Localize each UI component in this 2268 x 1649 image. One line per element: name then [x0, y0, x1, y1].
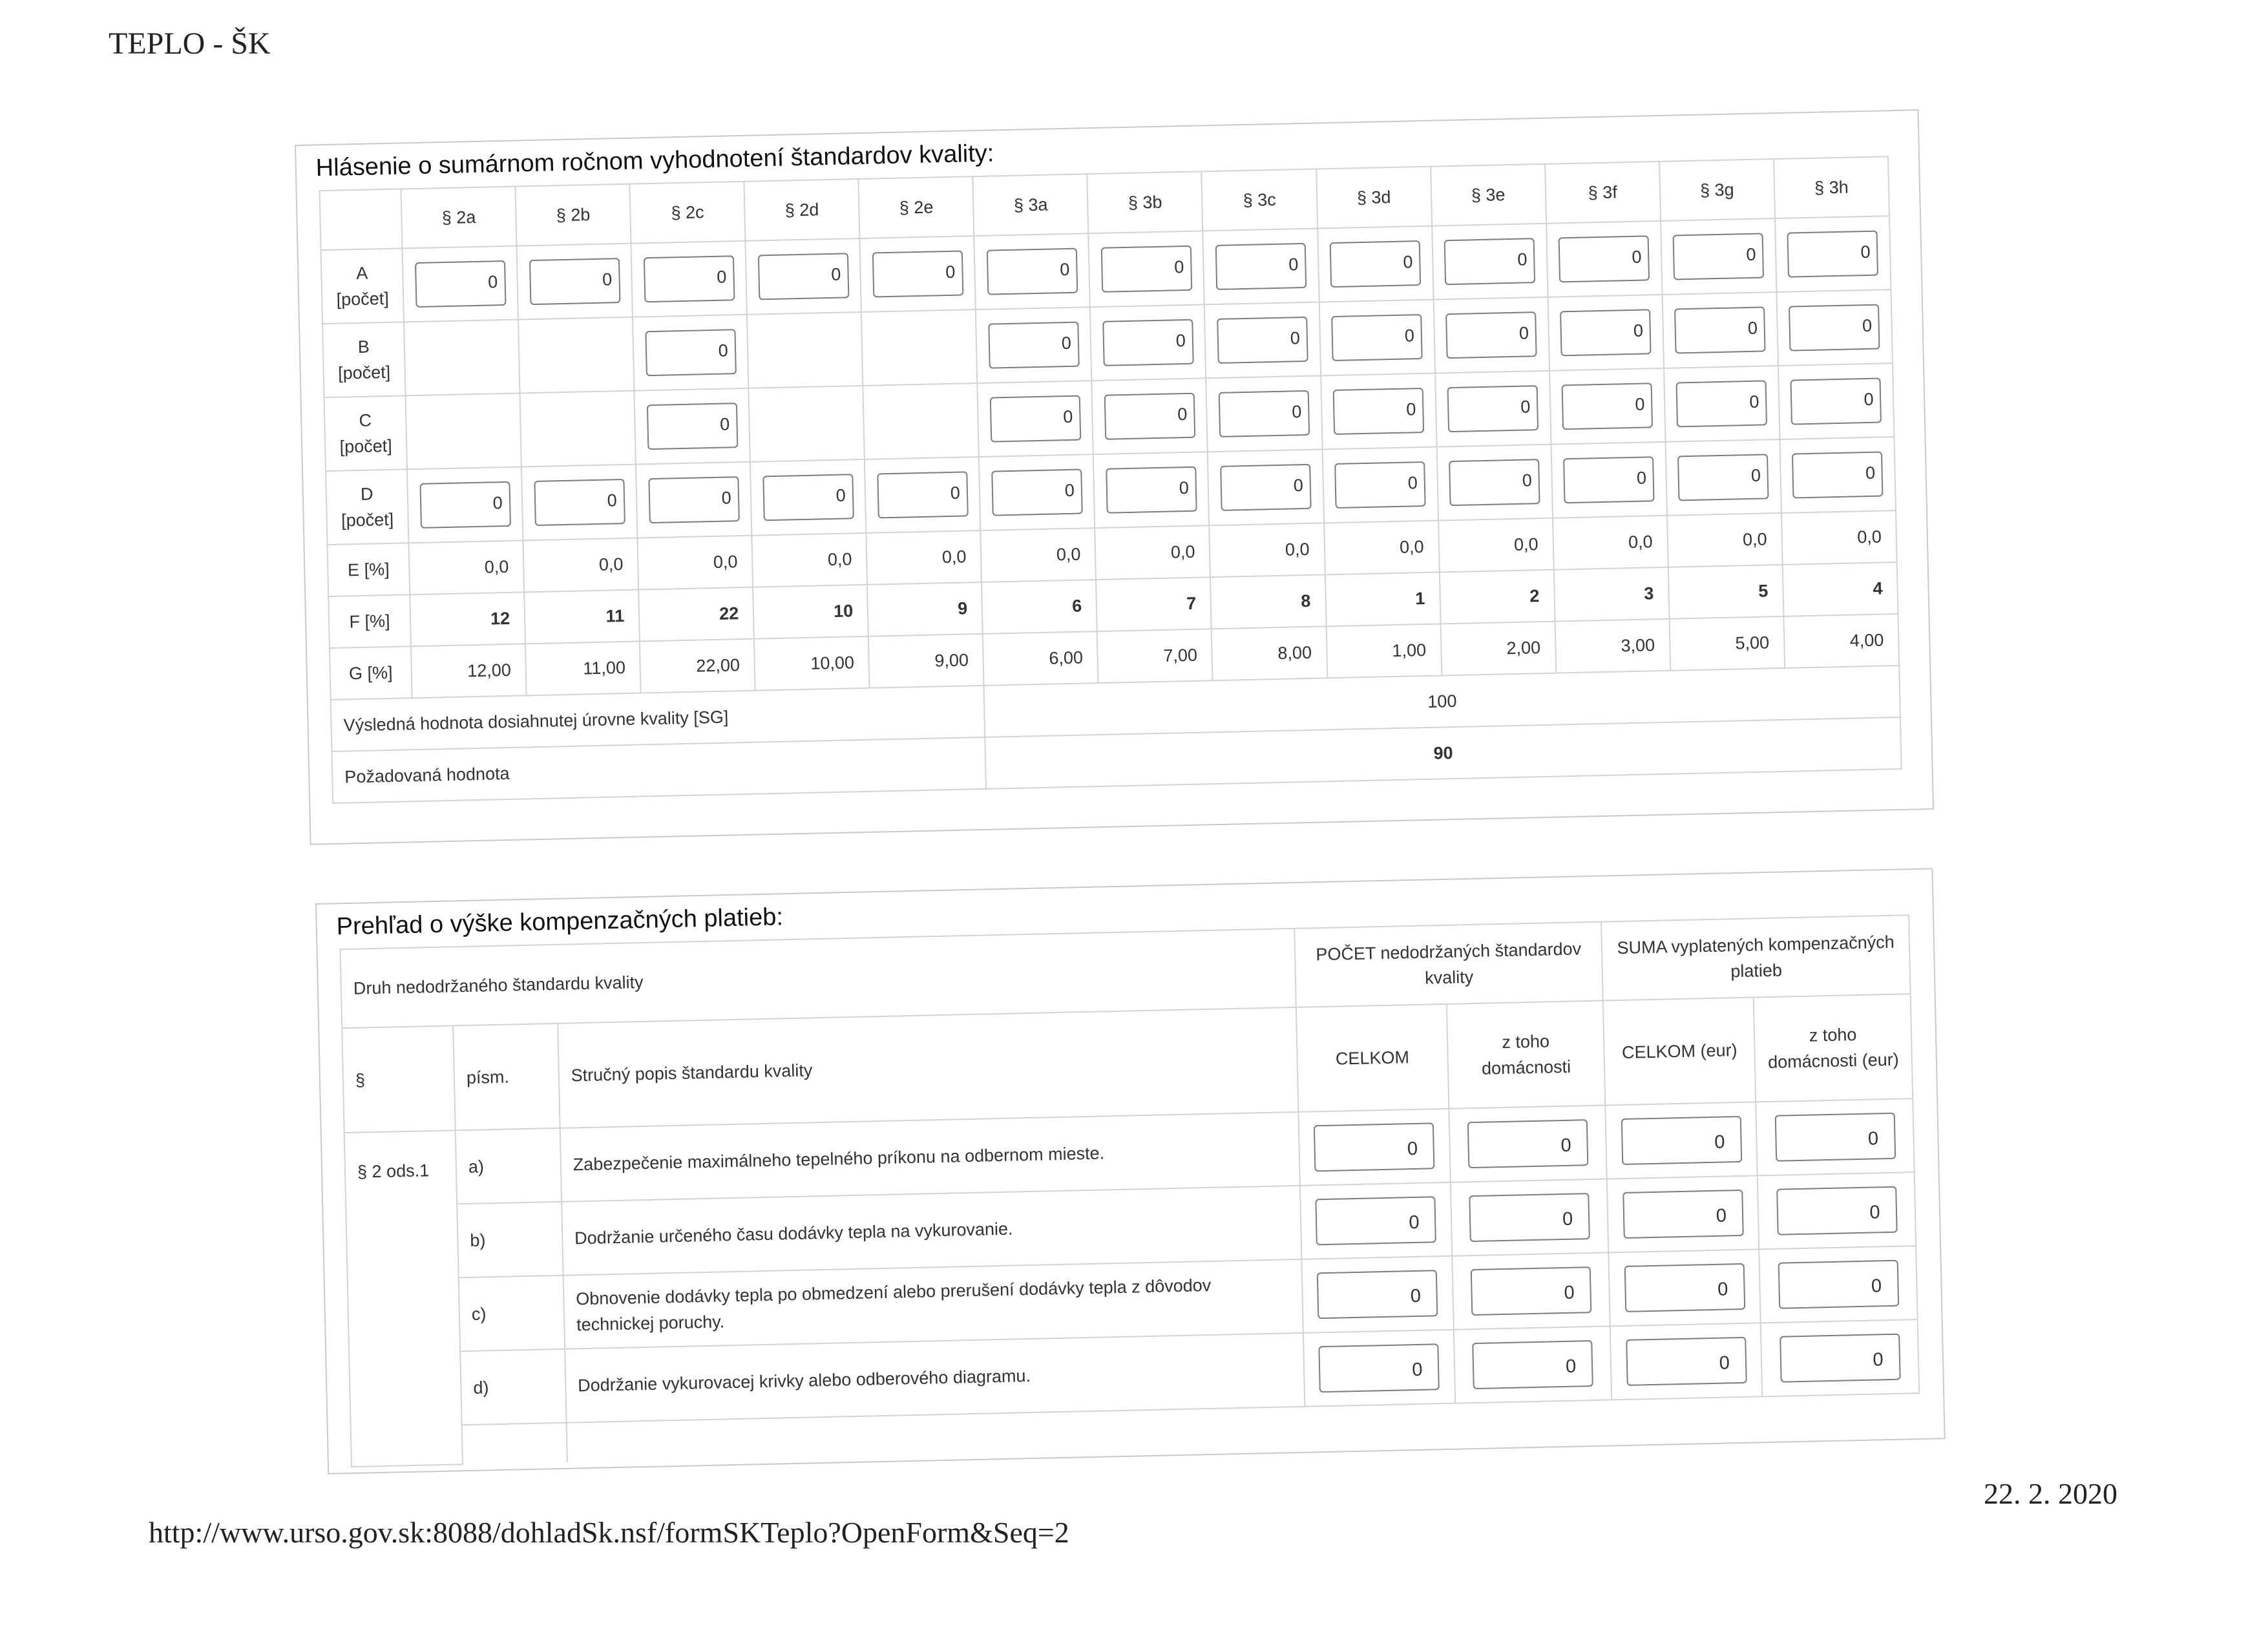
table-cell — [1322, 447, 1438, 523]
count-input[interactable]: 0 — [1562, 383, 1653, 430]
column-header: § 3g — [1659, 159, 1775, 221]
row-label-unit: [počet] — [337, 362, 391, 383]
required-value: 90 — [985, 717, 1902, 789]
count-input[interactable]: 0 — [1560, 309, 1651, 356]
compensation-table — [340, 914, 1921, 1467]
value-cell: 0,0 — [1553, 516, 1668, 570]
table-cell — [1778, 363, 1895, 439]
value-cell: 2,00 — [1440, 622, 1556, 676]
value-cell — [1301, 1256, 1453, 1333]
sum-households-header: z toho domácnosti (eur) — [1754, 994, 1913, 1102]
amount-input[interactable]: 0 — [1314, 1122, 1435, 1171]
count-input[interactable]: 0 — [1330, 240, 1421, 288]
count-input[interactable]: 0 — [1676, 380, 1767, 427]
value-cell: 3,00 — [1555, 619, 1670, 673]
amount-input[interactable]: 0 — [1317, 1270, 1438, 1319]
column-header: § 3e — [1431, 164, 1546, 226]
value-cell: 10,00 — [754, 636, 870, 691]
table-cell — [520, 391, 636, 467]
value-cell: 0,0 — [752, 533, 868, 587]
row-label-letter: A — [356, 263, 368, 283]
column-header: § 2d — [744, 179, 860, 241]
print-date: 22. 2. 2020 — [1984, 1477, 2117, 1510]
table-cell — [863, 383, 980, 459]
letter-cell: c) — [459, 1276, 565, 1352]
amount-input[interactable]: 0 — [1472, 1340, 1593, 1389]
value-cell — [1449, 1106, 1607, 1182]
value-cell: 0,0 — [866, 530, 982, 585]
table-cell — [1090, 304, 1206, 381]
table-cell — [1551, 442, 1667, 518]
table-cell — [1661, 218, 1777, 295]
count-total-header: CELKOM — [1296, 1004, 1449, 1112]
type-header: Druh nedodržaného štandardu kvality — [341, 929, 1296, 1028]
count-input[interactable]: 0 — [1106, 467, 1197, 514]
value-cell — [1607, 1175, 1759, 1252]
value-cell — [1298, 1109, 1450, 1186]
value-cell: 12,00 — [411, 644, 527, 698]
value-cell — [1761, 1319, 1919, 1396]
count-input[interactable]: 0 — [1677, 454, 1769, 501]
count-input[interactable]: 0 — [1673, 233, 1764, 280]
table-cell — [1776, 289, 1893, 366]
value-cell: 1,00 — [1326, 624, 1442, 678]
table-cell — [521, 465, 638, 541]
count-input[interactable]: 0 — [1447, 385, 1538, 432]
value-cell: 4,00 — [1783, 614, 1899, 668]
source-url: http://www.urso.gov.sk:8088/dohladSk.nsf/formSKTeplo?OpenForm&Seq=2 — [149, 1516, 1069, 1549]
value-cell: 8 — [1210, 574, 1326, 629]
table-cell — [865, 457, 981, 533]
table-cell — [1432, 224, 1548, 300]
count-input[interactable]: 0 — [1787, 231, 1878, 278]
required-label: Požadovaná hodnota — [331, 737, 986, 803]
count-input[interactable]: 0 — [988, 322, 1079, 369]
table-cell — [749, 386, 865, 462]
report-panel — [295, 109, 1934, 845]
count-input[interactable]: 0 — [990, 395, 1081, 443]
count-input[interactable]: 0 — [1220, 464, 1311, 511]
sum-group-header: SUMA vyplatených kompenzačných platieb — [1602, 915, 1911, 1000]
value-cell: 8,00 — [1212, 626, 1327, 680]
value-cell: 7 — [1096, 577, 1212, 631]
amount-input[interactable]: 0 — [1776, 1186, 1898, 1235]
compensation-panel — [315, 868, 1946, 1474]
column-header: § 2a — [401, 187, 517, 249]
row-label: F [%] — [328, 594, 411, 648]
count-input[interactable]: 0 — [645, 329, 736, 376]
description-cell: Dodržanie vykurovacej krivky alebo odberového diagramu. — [565, 1333, 1305, 1423]
value-cell: 22,00 — [640, 639, 755, 693]
count-input[interactable]: 0 — [987, 248, 1078, 295]
row-label: E [%] — [328, 543, 410, 596]
table-cell — [861, 310, 978, 386]
table-cell — [978, 381, 1094, 457]
count-input[interactable]: 0 — [1215, 243, 1307, 290]
empty-cell — [462, 1423, 567, 1465]
count-input[interactable]: 0 — [872, 250, 963, 297]
table-cell — [1203, 229, 1319, 305]
count-input[interactable]: 0 — [1333, 388, 1424, 435]
column-header: § 2c — [630, 182, 746, 244]
count-input[interactable]: 0 — [1789, 304, 1880, 352]
count-input[interactable]: 0 — [1445, 311, 1537, 359]
table-cell — [1204, 302, 1321, 378]
table-cell — [1089, 231, 1205, 307]
value-cell: 10 — [753, 585, 868, 639]
table-cell — [1318, 226, 1434, 302]
count-input[interactable]: 0 — [647, 403, 738, 450]
value-cell: 5,00 — [1669, 616, 1785, 671]
value-cell: 0,0 — [1324, 521, 1440, 575]
table-cell — [517, 244, 633, 320]
amount-input[interactable]: 0 — [1319, 1343, 1440, 1392]
count-input[interactable]: 0 — [762, 474, 854, 521]
table-cell — [860, 236, 976, 312]
value-cell: 9 — [867, 582, 983, 636]
value-cell: 11,00 — [525, 642, 641, 696]
value-cell — [1759, 1246, 1917, 1323]
table-cell — [1780, 437, 1896, 513]
table-cell — [1664, 366, 1780, 442]
value-cell: 11 — [524, 590, 640, 644]
value-cell: 0,0 — [981, 528, 1097, 582]
count-input[interactable]: 0 — [1790, 378, 1882, 425]
table-cell — [1436, 445, 1553, 521]
amount-input[interactable]: 0 — [1778, 1260, 1899, 1309]
description-cell: Dodržanie určeného času dodávky tepla na vykurovanie. — [562, 1186, 1301, 1276]
table-cell — [1092, 378, 1208, 454]
value-cell — [1609, 1249, 1761, 1326]
table-cell — [1665, 439, 1781, 516]
column-header: § 3a — [973, 174, 1089, 236]
count-input[interactable]: 0 — [1217, 317, 1308, 364]
table-cell — [1435, 371, 1551, 447]
table-cell — [636, 462, 752, 538]
column-header: § 2e — [859, 176, 974, 238]
count-input[interactable]: 0 — [877, 471, 968, 518]
column-header: § 3h — [1774, 156, 1889, 218]
value-cell: 6,00 — [983, 631, 1098, 686]
result-label: Výsledná hodnota dosiahnutej úrovne kvality [SG] — [331, 686, 985, 751]
value-cell — [1758, 1172, 1916, 1249]
column-header: § 3f — [1545, 162, 1661, 224]
count-input[interactable]: 0 — [1102, 319, 1193, 366]
row-label — [324, 395, 407, 471]
value-cell: 1 — [1325, 572, 1440, 627]
result-value: 100 — [984, 666, 1900, 737]
value-cell: 4 — [1782, 562, 1898, 616]
page-header: TEPLO - ŠK — [109, 26, 271, 61]
column-header: § 3d — [1316, 167, 1432, 229]
count-input[interactable]: 0 — [1444, 238, 1535, 285]
column-header: § 3c — [1202, 169, 1318, 231]
row-label: G [%] — [330, 646, 412, 700]
count-input[interactable]: 0 — [415, 260, 506, 308]
value-cell: 0,0 — [1781, 510, 1897, 565]
table-cell — [404, 320, 520, 396]
value-cell: 12 — [410, 592, 525, 646]
letter-cell: b) — [457, 1202, 563, 1278]
table-cell — [1548, 295, 1664, 371]
amount-input[interactable]: 0 — [1471, 1266, 1592, 1316]
value-cell: 0,0 — [408, 540, 524, 594]
table-cell — [1093, 452, 1210, 528]
value-cell — [1303, 1330, 1455, 1407]
row-label — [321, 248, 404, 324]
value-cell — [1453, 1326, 1612, 1403]
amount-input[interactable]: 0 — [1467, 1119, 1589, 1168]
count-input[interactable]: 0 — [991, 469, 1082, 516]
table-cell — [1662, 292, 1778, 368]
table-cell — [1208, 449, 1324, 525]
table-cell — [1321, 373, 1437, 450]
count-input[interactable]: 0 — [1792, 452, 1883, 499]
amount-input[interactable]: 0 — [1626, 1337, 1747, 1386]
standards-table — [319, 156, 1902, 804]
value-cell — [1451, 1179, 1609, 1255]
amount-input[interactable]: 0 — [1622, 1190, 1744, 1239]
report-title: Hlásenie o sumárnom ročnom vyhodnotení štandardov kvality: — [315, 140, 994, 182]
value-cell: 0,0 — [1210, 523, 1325, 577]
amount-input[interactable]: 0 — [1316, 1196, 1437, 1245]
letter-header: písm. — [453, 1024, 560, 1130]
amount-input[interactable]: 0 — [1774, 1113, 1896, 1162]
count-households-header: z toho domácnosti — [1446, 1001, 1605, 1109]
row-label-letter: D — [360, 484, 373, 504]
table-cell — [403, 246, 519, 322]
row-label-unit: [počet] — [341, 509, 394, 530]
table-cell — [1319, 300, 1435, 376]
letter-cell: d) — [460, 1349, 566, 1425]
row-label-letter: C — [359, 410, 372, 430]
row-label — [326, 469, 408, 545]
table-cell — [1549, 368, 1666, 445]
table-cell — [635, 388, 751, 465]
section-cell: § 2 ods.1 — [344, 1130, 463, 1467]
table-cell — [1775, 216, 1891, 292]
count-input[interactable]: 0 — [534, 479, 625, 526]
value-cell: 0,0 — [1095, 525, 1211, 580]
value-cell — [1300, 1182, 1452, 1259]
table-cell — [746, 238, 862, 315]
table-cell — [979, 454, 1095, 530]
value-cell — [1756, 1098, 1914, 1175]
value-cell — [1610, 1323, 1762, 1400]
count-group-header: POČET nedodržaných štandardov kvality — [1294, 922, 1603, 1007]
column-header: § 2b — [516, 184, 631, 246]
value-cell: 2 — [1439, 570, 1555, 624]
count-input[interactable]: 0 — [1101, 246, 1192, 293]
amount-input[interactable]: 0 — [1624, 1263, 1746, 1312]
value-cell — [1452, 1252, 1610, 1329]
count-input[interactable]: 0 — [758, 253, 849, 300]
corner-cell — [320, 189, 403, 250]
count-input[interactable]: 0 — [1563, 456, 1654, 503]
amount-input[interactable]: 0 — [1469, 1193, 1590, 1242]
table-cell — [747, 312, 863, 388]
letter-cell: a) — [456, 1128, 562, 1204]
table-cell — [407, 467, 523, 543]
value-cell: 0,0 — [638, 536, 753, 590]
description-cell: Zabezpečenie maximálneho tepelného príkonu na odbernom mieste. — [560, 1112, 1300, 1202]
description-header: Stručný popis štandardu kvality — [558, 1007, 1298, 1128]
count-input[interactable]: 0 — [1334, 461, 1425, 509]
value-cell: 6 — [982, 580, 1097, 634]
value-cell: 22 — [638, 587, 754, 642]
value-cell: 0,0 — [1667, 513, 1783, 567]
count-input[interactable]: 0 — [529, 258, 620, 305]
table-cell — [518, 317, 635, 394]
value-cell: 0,0 — [523, 538, 639, 593]
count-input[interactable]: 0 — [644, 255, 735, 302]
row-label-unit: [počet] — [339, 436, 393, 457]
table-cell — [750, 459, 866, 536]
count-input[interactable]: 0 — [419, 481, 510, 529]
sum-total-header: CELKOM (eur) — [1603, 997, 1756, 1105]
count-input[interactable]: 0 — [1674, 306, 1765, 353]
count-input[interactable]: 0 — [648, 476, 739, 523]
amount-input[interactable]: 0 — [1621, 1116, 1743, 1165]
value-cell — [1606, 1102, 1758, 1179]
value-cell: 5 — [1668, 565, 1783, 619]
row-label-unit: [počet] — [336, 288, 390, 310]
table-cell — [406, 393, 522, 469]
row-label-letter: B — [357, 337, 370, 357]
table-cell — [1546, 221, 1663, 297]
table-cell — [633, 315, 749, 391]
table-cell — [1433, 297, 1549, 373]
count-input[interactable]: 0 — [1559, 235, 1650, 282]
count-input[interactable]: 0 — [1449, 459, 1540, 506]
count-input[interactable]: 0 — [1219, 390, 1310, 437]
amount-input[interactable]: 0 — [1780, 1334, 1901, 1383]
value-cell: 3 — [1553, 567, 1669, 622]
description-cell: Obnovenie dodávky tepla po obmedzení alebo prerušení dodávky tepla z dôvodov technickej poruchy. — [563, 1259, 1303, 1349]
table-cell — [976, 307, 1092, 383]
value-cell: 7,00 — [1097, 629, 1213, 683]
compensation-title: Prehľad o výške kompenzačných platieb: — [336, 903, 784, 941]
row-label — [322, 322, 405, 397]
table-cell — [631, 241, 748, 317]
section-header: § — [342, 1025, 455, 1133]
column-header: § 3b — [1087, 171, 1203, 233]
value-cell: 0,0 — [1438, 518, 1554, 572]
table-cell — [974, 233, 1091, 310]
count-input[interactable]: 0 — [1104, 393, 1195, 440]
value-cell: 9,00 — [868, 634, 984, 688]
table-cell — [1206, 375, 1323, 452]
count-input[interactable]: 0 — [1331, 314, 1422, 361]
